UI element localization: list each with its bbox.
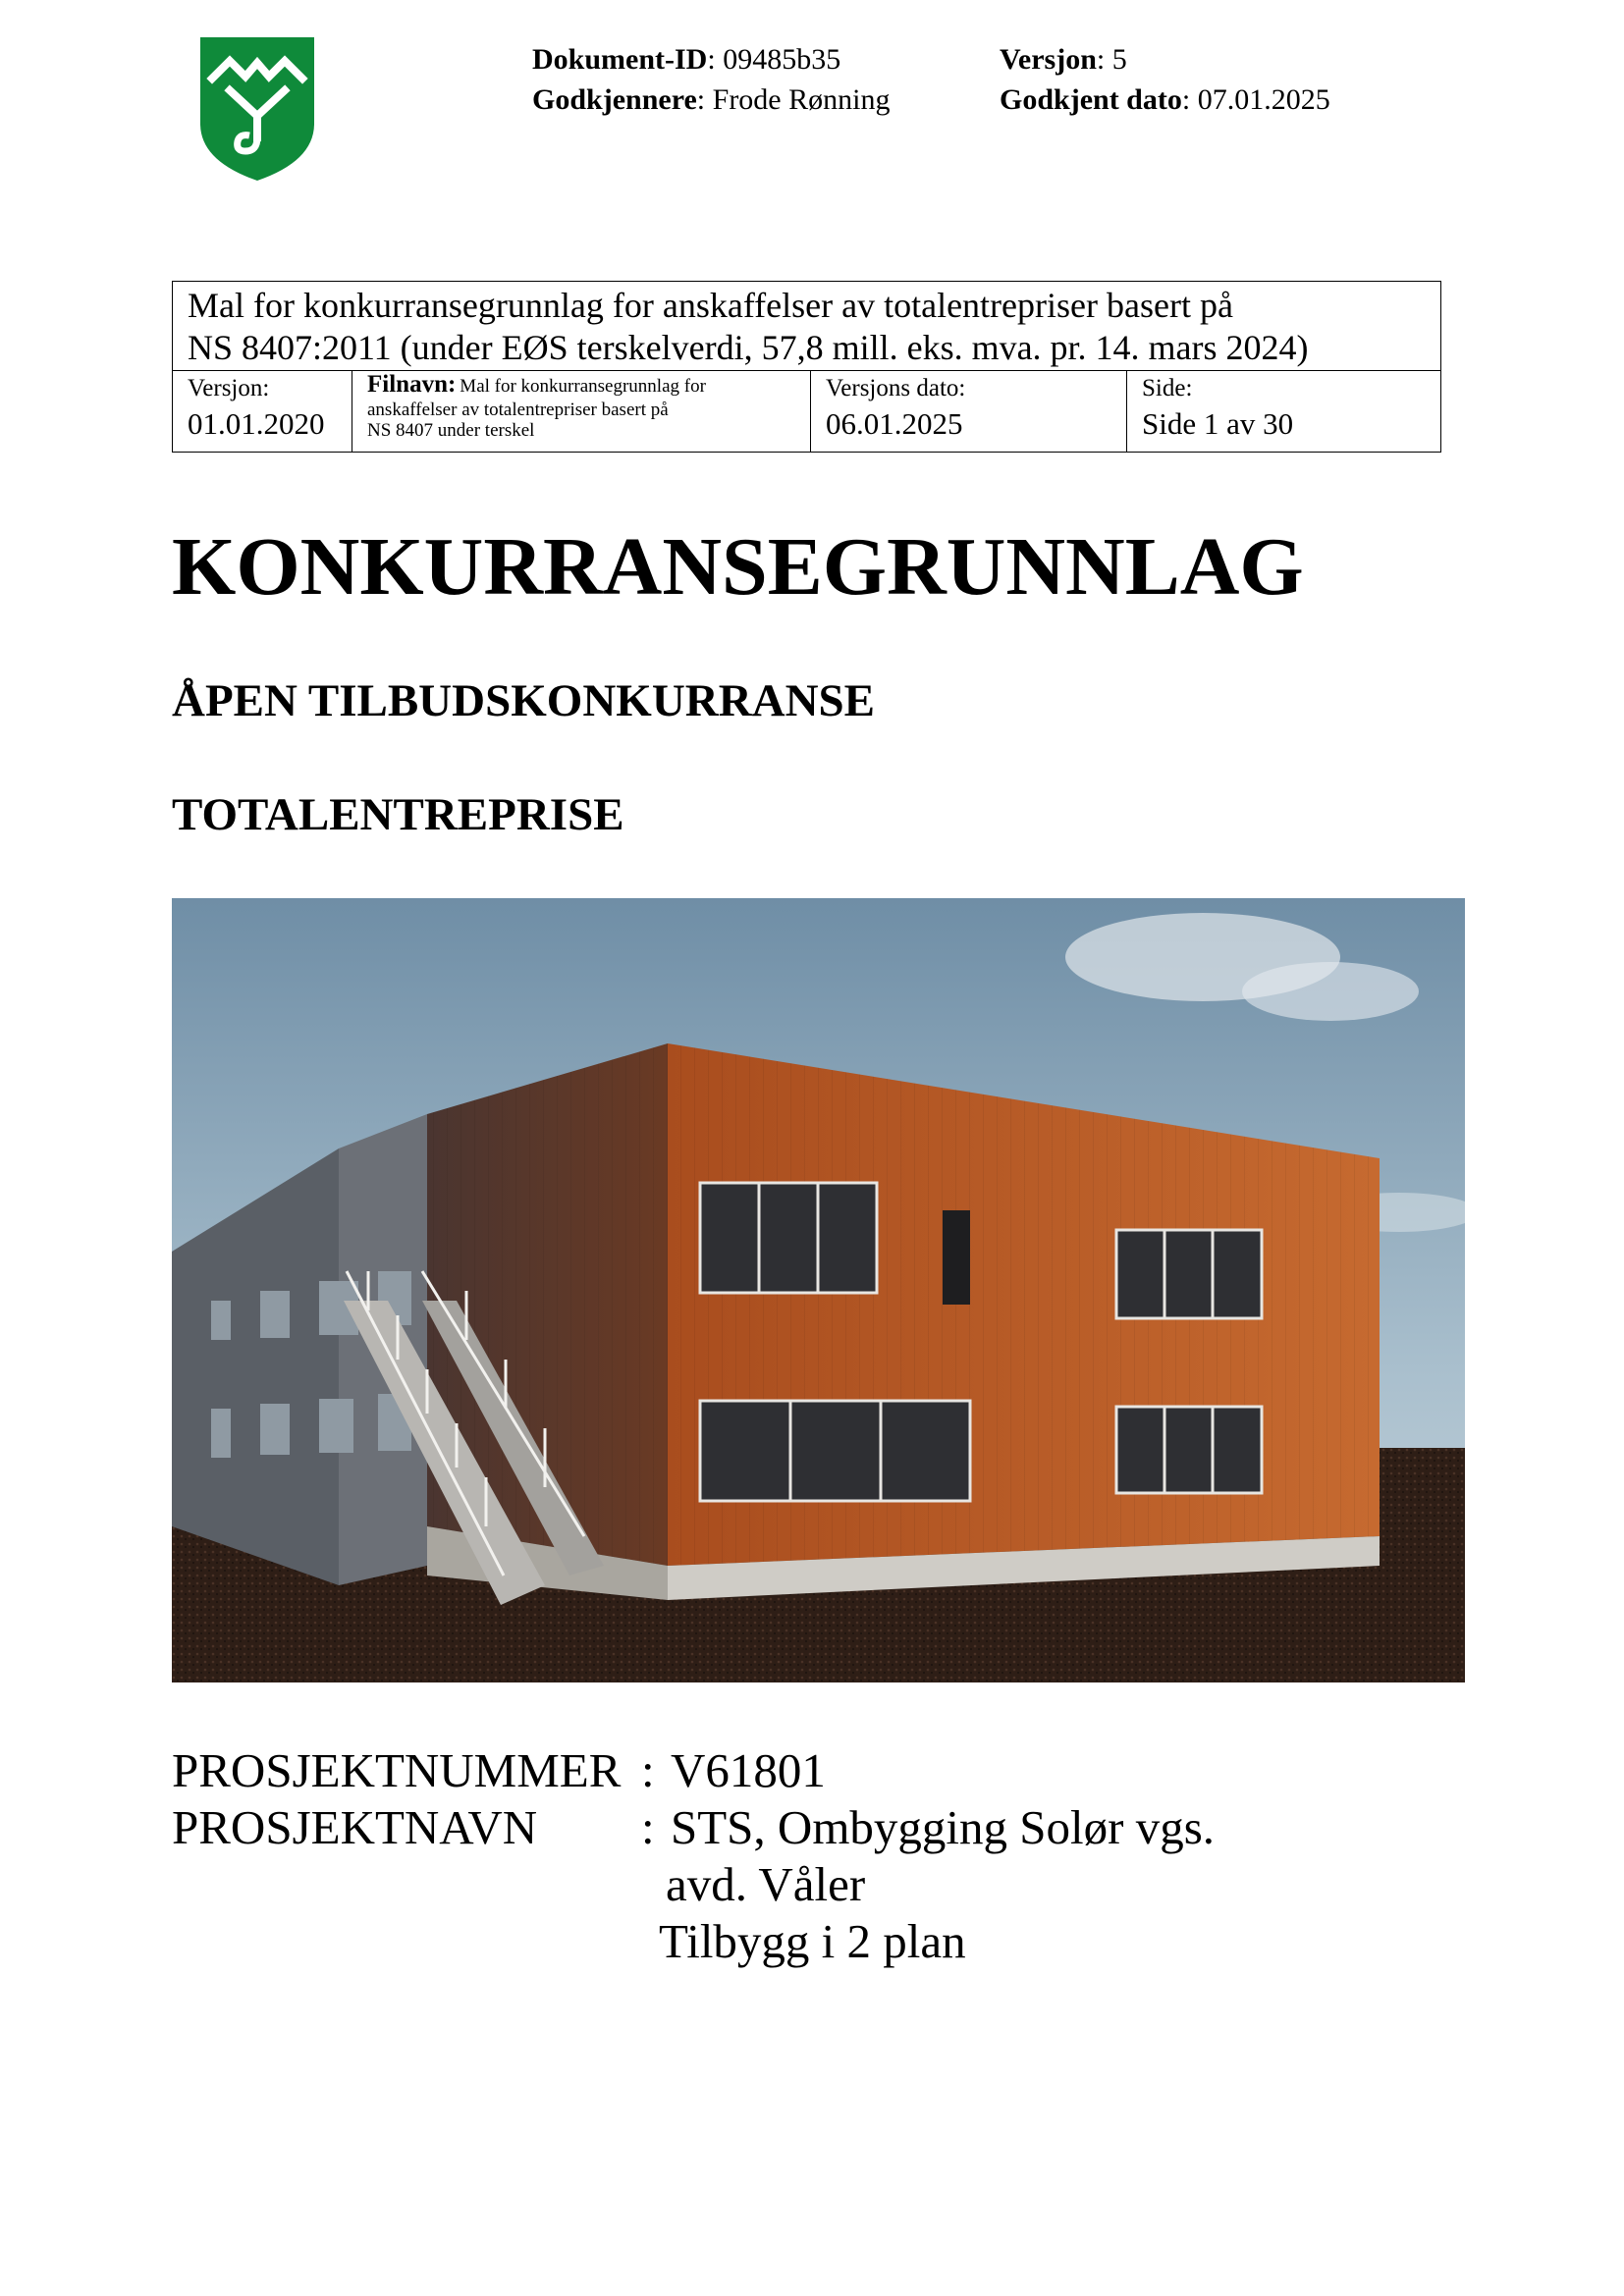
template-version-date-cell (810, 371, 1126, 452)
header-meta-right (1000, 39, 1330, 120)
project-name-line3: Tilbygg i 2 plan (659, 1914, 966, 1968)
municipal-crest-logo (198, 35, 316, 183)
template-version-date-value: 06.01.2025 (826, 406, 963, 441)
version-value: : 5 (1096, 43, 1127, 76)
template-version-date-label: Versjons dato: (826, 375, 966, 401)
template-filename-line1: Mal for konkurransegrunnlag for (460, 376, 706, 397)
approved-date-value: : 07.01.2025 (1181, 83, 1330, 116)
document-subtitle-competition: ÅPEN TILBUDSKONKURRANSE (172, 675, 876, 726)
template-version-cell (173, 371, 352, 452)
template-version-label: Versjon: (188, 375, 270, 401)
template-title-line1: Mal for konkurransegrunnlag for anskaffelser av totalentrepriser basert på (188, 286, 1233, 325)
doc-id-label: Dokument-ID (532, 43, 708, 76)
template-page-value: Side 1 av 30 (1142, 406, 1294, 441)
project-number-value: V61801 (671, 1743, 826, 1797)
project-name-label: PROSJEKTNAVN (172, 1800, 538, 1854)
template-filename-line3: NS 8407 under terskel (367, 420, 535, 441)
version-label: Versjon (1000, 43, 1097, 76)
template-filename-line2: anskaffelser av totalentrepriser basert på (367, 400, 669, 420)
document-subtitle-contract: TOTALENTREPRISE (172, 789, 624, 840)
approved-date-label: Godkjent dato (1000, 83, 1182, 116)
project-number-separator: : (641, 1743, 655, 1797)
template-info-table (172, 281, 1441, 453)
project-name-separator: : (641, 1800, 655, 1854)
project-number-label: PROSJEKTNUMMER (172, 1743, 622, 1797)
template-page-cell (1126, 371, 1440, 452)
template-title (173, 282, 1440, 371)
template-version-value: 01.01.2020 (188, 406, 325, 441)
approvers-value: : Frode Rønning (696, 83, 891, 116)
document-title: KONKURRANSEGRUNNLAG (172, 521, 1304, 613)
doc-id-value: : 09485b35 (707, 43, 841, 76)
approvers-label: Godkjennere (532, 83, 697, 116)
template-filename-label: Filnavn: (367, 371, 457, 398)
project-name-line2: avd. Våler (666, 1857, 866, 1911)
template-title-line2: NS 8407:2011 (under EØS terskelverdi, 57,8 mill. eks. mva. pr. 14. mars 2024) (188, 328, 1309, 367)
template-filename-cell (352, 371, 810, 452)
template-page-label: Side: (1142, 375, 1193, 401)
header-meta-left (532, 39, 890, 120)
building-rendering-image (172, 898, 1465, 1682)
project-name-line1: STS, Ombygging Solør vgs. (671, 1800, 1216, 1854)
